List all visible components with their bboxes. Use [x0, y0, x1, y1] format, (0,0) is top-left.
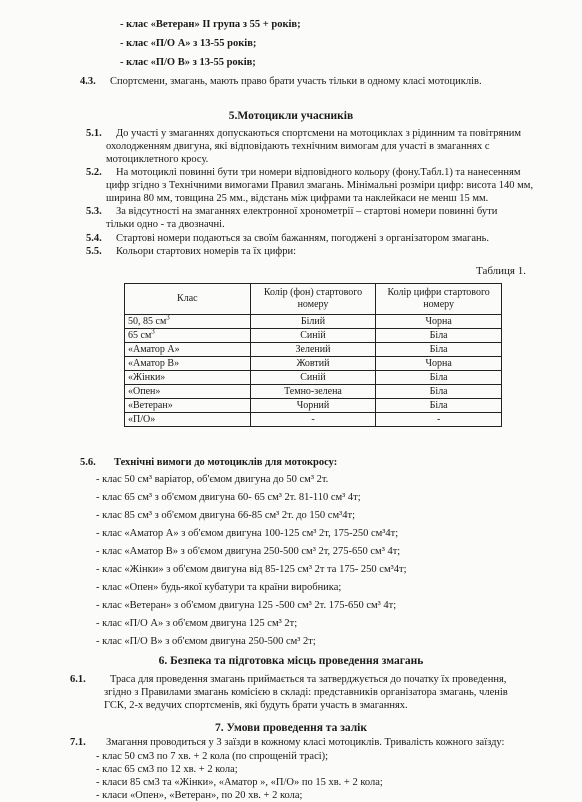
top-list-item: - клас «Ветеран» II група з 55 + років;	[120, 19, 301, 30]
section-heading: 6. Безпека та підготовка місць проведення змагань	[158, 655, 424, 667]
number-colors-table	[124, 283, 502, 427]
paragraph-text: Стартові номери подаються за своїм бажанням, погоджені з організатором змагань.	[116, 233, 490, 244]
paragraph-line: До участі у змаганнях допускаються спортсмени на мотоциклах з рідинним та повітряним	[116, 128, 522, 139]
list-item: - класи «Опен», «Ветеран», по 20 хв. + 2 кола;	[96, 790, 303, 801]
superscript: 3	[166, 313, 170, 322]
table-cell: Жовтий	[250, 357, 376, 371]
table-row	[125, 357, 502, 371]
table-row	[125, 399, 502, 413]
paragraph-text: Змагання проводиться у 3 заїзди в кожному класі мотоциклів. Тривалість кожного заїзду:	[106, 737, 505, 748]
section-number: 7.1.	[70, 737, 86, 748]
table-row	[125, 371, 502, 385]
table-header-row	[125, 284, 502, 315]
list-item: - клас 65 см3 по 12 хв. + 2 кола;	[96, 764, 238, 775]
table-row	[125, 329, 502, 343]
table-cell: Біла	[376, 385, 502, 399]
paragraph-text: Кольори стартових номерів та їх цифри:	[116, 246, 297, 257]
table-cell: Біла	[376, 343, 502, 357]
table-cell: -	[376, 413, 502, 427]
paragraph-line: охолодженням двигуна, які відповідають технічним вимогам для участі в змаганнях с	[106, 141, 490, 152]
table-header-cell: Клас	[125, 284, 251, 315]
paragraph-line: ГСК, 2-х ведучих спортсменів, які будуть брати участь в змаганнях.	[104, 700, 408, 711]
table-cell: «Аматор В»	[125, 357, 251, 371]
paragraph-line: мотоциклетного кросу.	[106, 154, 209, 165]
section-number: 4.3.	[80, 76, 96, 87]
section-number: 5.6.	[80, 457, 96, 468]
paragraph-text: Спортсмени, змагань, мають право брати участь тільки в одному класі мотоциклів.	[110, 76, 482, 87]
section-number: 5.3.	[86, 206, 102, 217]
table-cell: Зелений	[250, 343, 376, 357]
table-cell: «Опен»	[125, 385, 251, 399]
top-list-item: - клас «П/О В» з 13-55 років;	[120, 57, 256, 68]
paragraph-line: За відсутності на змаганнях електронної хронометрії – стартові номери повинні бути	[116, 206, 498, 217]
section-number: 5.4.	[86, 233, 102, 244]
table-cell: «Жінки»	[125, 371, 251, 385]
table-cell: Біла	[376, 371, 502, 385]
table-cell	[125, 329, 251, 343]
list-item: - клас «Аматор В» з об'ємом двигуна 250-500 см³ 2т, 275-650 см³ 4т;	[96, 546, 401, 557]
list-item: - клас 50 см³ варіатор, об'ємом двигуна до 50 см³ 2т.	[96, 474, 329, 485]
table-header-cell: Колір цифри стартового номеру	[376, 284, 502, 315]
list-item: - клас «Аматор А» з об'ємом двигуна 100-125 см³ 2т, 175-250 см³4т;	[96, 528, 399, 539]
list-item: - клас «Жінки» з об'ємом двигуна від 85-125 см³ 2т та 175- 250 см³4т;	[96, 564, 407, 575]
table-row	[125, 315, 502, 329]
list-item: - клас «П/О А» з об'ємом двигуна 125 см³ 2т;	[96, 618, 298, 629]
section-number: 5.1.	[86, 128, 102, 139]
section-number: 5.2.	[86, 167, 102, 178]
paragraph-line: На мотоциклі повинні бути три номери відповідного кольору (фону.Табл.1) та нанесенням	[116, 167, 521, 178]
paragraph-line: тільки одно - та двозначні.	[106, 219, 225, 230]
top-list-item: - клас «П/О А» з 13-55 років;	[120, 38, 257, 49]
section-number: 5.5.	[86, 246, 102, 257]
table-row	[125, 413, 502, 427]
table-cell: Біла	[376, 329, 502, 343]
section-heading: 5.Мотоцикли учасників	[228, 110, 354, 122]
table-header-cell: Колір (фон) стартового номеру	[250, 284, 376, 315]
paragraph-line: Траса для проведення змагань приймається та затверджується до початку їх проведення,	[110, 674, 507, 685]
list-item: - класи 85 см3 та «Жінки», «Аматор », «П/О» по 15 хв. + 2 кола;	[96, 777, 383, 788]
paragraph-line: ширина 80 мм, товщина 25 мм., відстань між цифрами та наклейкаси не менш 15 мм.	[106, 193, 489, 204]
list-item: - клас 85 см³ з об'ємом двигуна 66-85 см³ 2т. до 150 см³4т;	[96, 510, 356, 521]
table-cell: Біла	[376, 399, 502, 413]
table-cell: -	[250, 413, 376, 427]
table-cell-text: 65 см	[128, 330, 152, 341]
table-row	[125, 385, 502, 399]
table-cell	[125, 315, 251, 329]
list-item: - клас «Опен» будь-якої кубатури та країни виробника;	[96, 582, 342, 593]
table-cell: Білий	[250, 315, 376, 329]
list-item: - клас «П/О В» з об'ємом двигуна 250-500 см³ 2т;	[96, 636, 316, 647]
list-item: - клас 65 см³ з об'ємом двигуна 60- 65 см³ 2т. 81-110 см³ 4т;	[96, 492, 361, 503]
list-item: - клас 50 см3 по 7 хв. + 2 кола (по спрощеній трасі);	[96, 751, 329, 762]
paragraph-line: згідно з Правилами змагань комісією в складі: представників організатора змагань, членів	[104, 687, 508, 698]
table-cell: Темно-зелена	[250, 385, 376, 399]
table-cell-text: 50, 85 см	[128, 316, 167, 327]
table-caption: Таблиця 1.	[476, 265, 526, 277]
table-cell: Чорна	[376, 315, 502, 329]
paragraph-line: цифр згідно з Технічними вимогами Правил змагань. Мінімальні розміри цифр: висота 140 мм,	[106, 180, 534, 191]
table-cell: «Аматор А»	[125, 343, 251, 357]
section-heading: 7. Умови проведення та залік	[215, 722, 367, 734]
table-cell: Чорний	[250, 399, 376, 413]
table-cell: Синій	[250, 371, 376, 385]
table-row	[125, 343, 502, 357]
superscript: 3	[151, 327, 155, 336]
table-cell: Синій	[250, 329, 376, 343]
table-cell: Чорна	[376, 357, 502, 371]
table-cell: «Ветеран»	[125, 399, 251, 413]
section-number: 6.1.	[70, 674, 86, 685]
subsection-title: Технічні вимоги до мотоциклів для мотокросу:	[114, 457, 338, 468]
list-item: - клас «Ветеран» з об'ємом двигуна 125 -500 см³ 2т. 175-650 см³ 4т;	[96, 600, 397, 611]
table-cell: «П/О»	[125, 413, 251, 427]
